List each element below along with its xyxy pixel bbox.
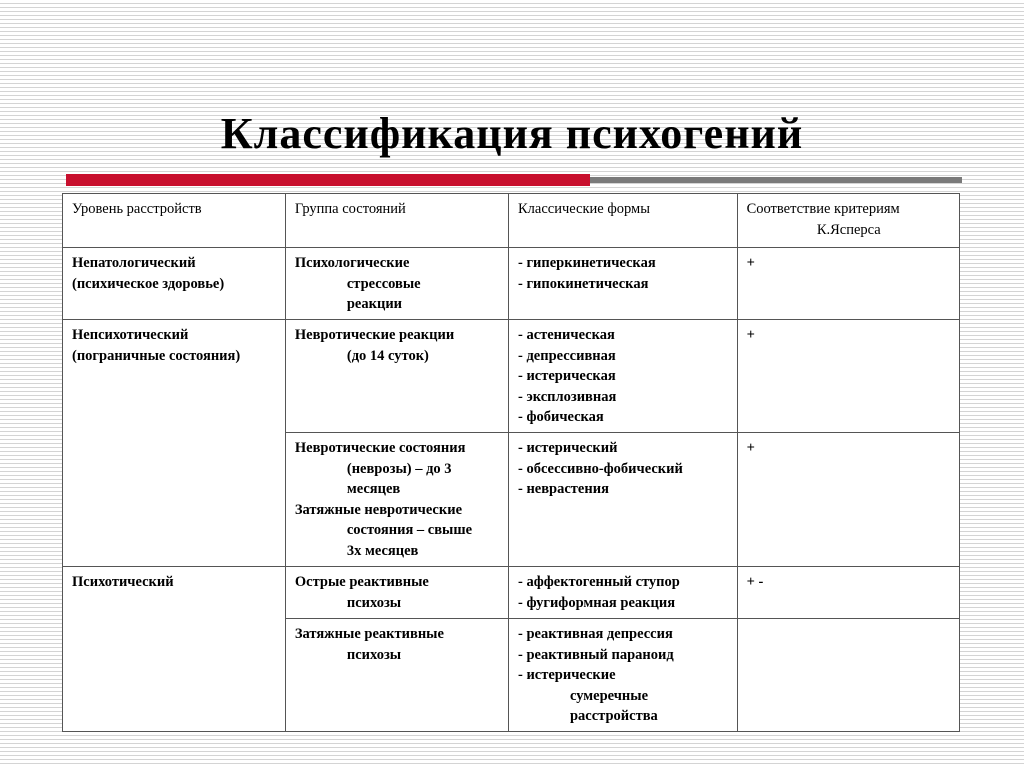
cell-forms: - гиперкинетическая - гипокинетическая [508,248,737,320]
cell-forms: - аффектогенный ступор - фугиформная реакция [508,567,737,619]
title-underline-gray [590,177,962,183]
cell-forms: - истерический - обсессивно-фобический - неврастения [508,433,737,567]
cell-level: Психотический [63,567,286,732]
cell-group: Невротические реакции (до 14 суток) [285,320,508,433]
cell-forms: - реактивная депрессия - реактивный параноид - истерические сумеречные расстройства [508,619,737,732]
header-level: Уровень расстройств [63,194,286,248]
title-underline-red [66,174,590,186]
cell-level: Непатологический (психическое здоровье) [63,248,286,320]
header-jaspers: Соответствие критериям К.Ясперса [737,194,959,248]
table-row [63,320,960,433]
cell-group: Острые реактивные психозы [285,567,508,619]
cell-jaspers: + [737,433,959,567]
page-title: Классификация психогений [220,109,804,158]
cell-jaspers: + [737,248,959,320]
table-row [63,567,960,619]
cell-group: Невротические состояния (неврозы) – до 3 месяцев Затяжные невротические состояния – свыше 3х месяцев [285,433,508,567]
cell-level: Непсихотический (пограничные состояния) [63,320,286,567]
cell-jaspers [737,619,959,732]
classification-table [62,193,960,732]
cell-jaspers: + - [737,567,959,619]
header-group: Группа состояний [285,194,508,248]
cell-jaspers: + [737,320,959,433]
cell-group: Психологические стрессовые реакции [285,248,508,320]
table-header-row [63,194,960,248]
cell-group: Затяжные реактивные психозы [285,619,508,732]
cell-forms: - астеническая - депрессивная - истерическая - эксплозивная - фобическая [508,320,737,433]
table-row [63,248,960,320]
header-forms: Классические формы [508,194,737,248]
